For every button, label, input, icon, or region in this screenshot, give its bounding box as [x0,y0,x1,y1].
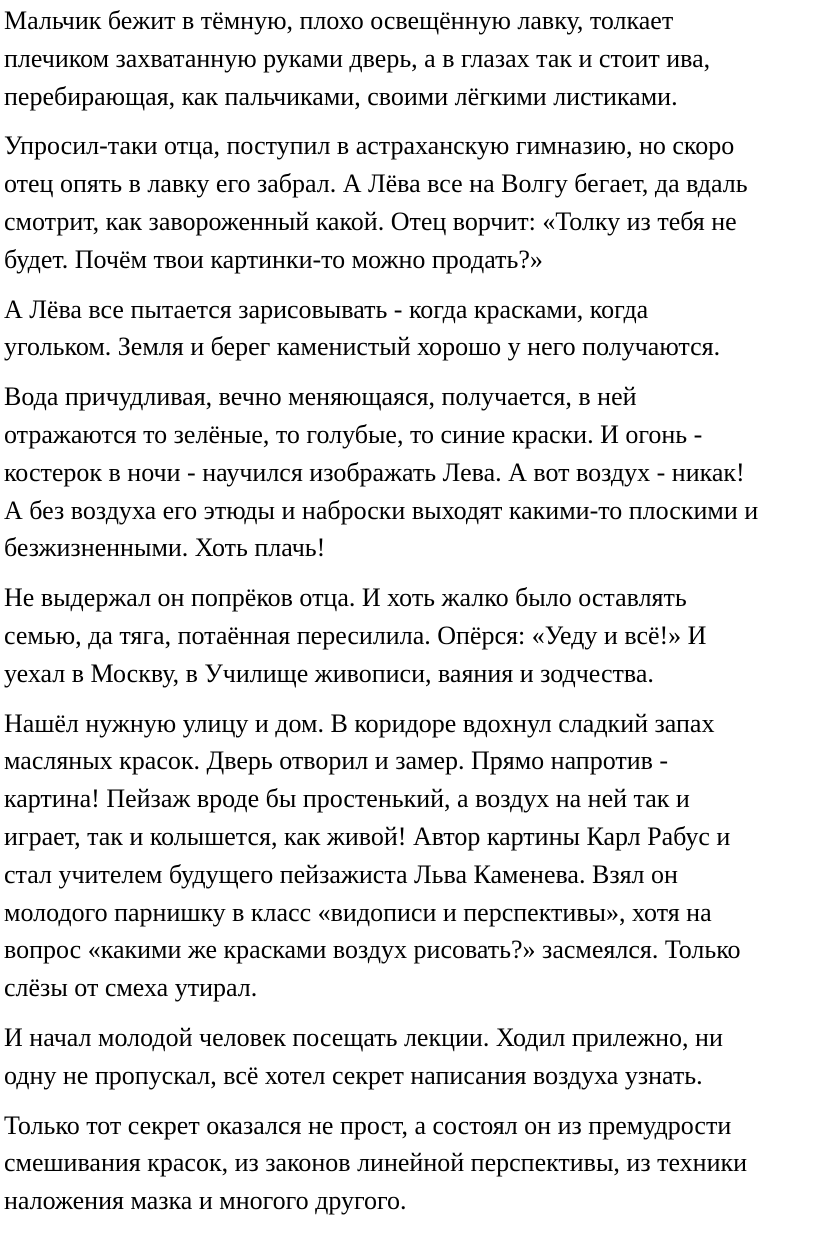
text-line: картина! Пейзаж вроде бы простенький, а воздух на ней так и [4,784,690,814]
text-line: Не выдержал он попрёков отца. И хоть жалко было оставлять [4,583,687,613]
text-line: перебирающая, как пальчиками, своими лёгкими листиками. [4,81,678,111]
text-line: смешивания красок, из законов линейной перспективы, из техники [4,1148,748,1178]
paragraph-2 [4,127,816,278]
paragraph-8 [4,1107,816,1220]
paragraph-5 [4,579,816,692]
text-line: Только тот секрет оказался не прост, а состоял он из премудрости [4,1110,732,1140]
text-line: вопрос «какими же красками воздух рисовать?» засмеялся. Только [4,935,741,965]
text-line: плечиком захватанную руками дверь, а в глазах так и стоит ива, [4,43,711,73]
text-line: И начал молодой человек посещать лекции. Ходил прилежно, ни [4,1022,723,1052]
text-line: безжизненными. Хоть плачь! [4,533,326,563]
text-line: костерок в ночи - научился изображать Лева. А вот воздух - никак! [4,457,745,487]
text-line: А без воздуха его этюды и наброски выходят какими-то плоскими и [4,495,759,525]
paragraph-3 [4,291,816,367]
text-line: Упросил-таки отца, поступил в астраханскую гимназию, но скоро [4,131,735,161]
text-line: играет, так и колышется, как живой! Автор картины Карл Рабус и [4,821,731,851]
text-line: А Лёва все пытается зарисовывать - когда красками, когда [4,294,649,324]
paragraph-1 [4,2,816,115]
text-line: наложения мазка и многого другого. [4,1186,407,1216]
text-line: угольком. Земля и берег каменистый хорошо у него получаются. [4,332,721,362]
paragraph-4 [4,378,816,567]
text-line: уехал в Москву, в Училище живописи, ваяния и зодчества. [4,658,654,688]
text-line: будет. Почём твои картинки-то можно продать?» [4,244,543,274]
text-line: Нашёл нужную улицу и дом. В коридоре вдохнул сладкий запах [4,708,715,738]
text-line: смотрит, как завороженный какой. Отец ворчит: «Толку из тебя не [4,206,737,236]
text-line: Мальчик бежит в тёмную, плохо освещённую лавку, толкает [4,6,674,35]
text-line: семью, да тяга, потаённая пересилила. Опёрся: «Уеду и всё!» И [4,620,707,650]
paragraph-6 [4,705,816,1007]
text-line: отец опять в лавку его забрал. А Лёва все на Волгу бегает, да вдаль [4,169,748,199]
text-line: Вода причудливая, вечно меняющаяся, получается, в ней [4,382,637,412]
text-line: слёзы от смеха утирал. [4,973,258,1003]
text-line: масляных красок. Дверь отворил и замер. Прямо напротив - [4,746,669,776]
text-line: отражаются то зелёные, то голубые, то синие краски. И огонь - [4,419,703,449]
text-line: одну не пропускал, всё хотел секрет написания воздуха узнать. [4,1060,703,1090]
document-page [0,2,816,1232]
paragraph-7 [4,1019,816,1095]
text-line: стал учителем будущего пейзажиста Льва Каменева. Взял он [4,859,678,889]
text-line: молодого парнишку в класс «видописи и перспективы», хотя на [4,897,712,927]
